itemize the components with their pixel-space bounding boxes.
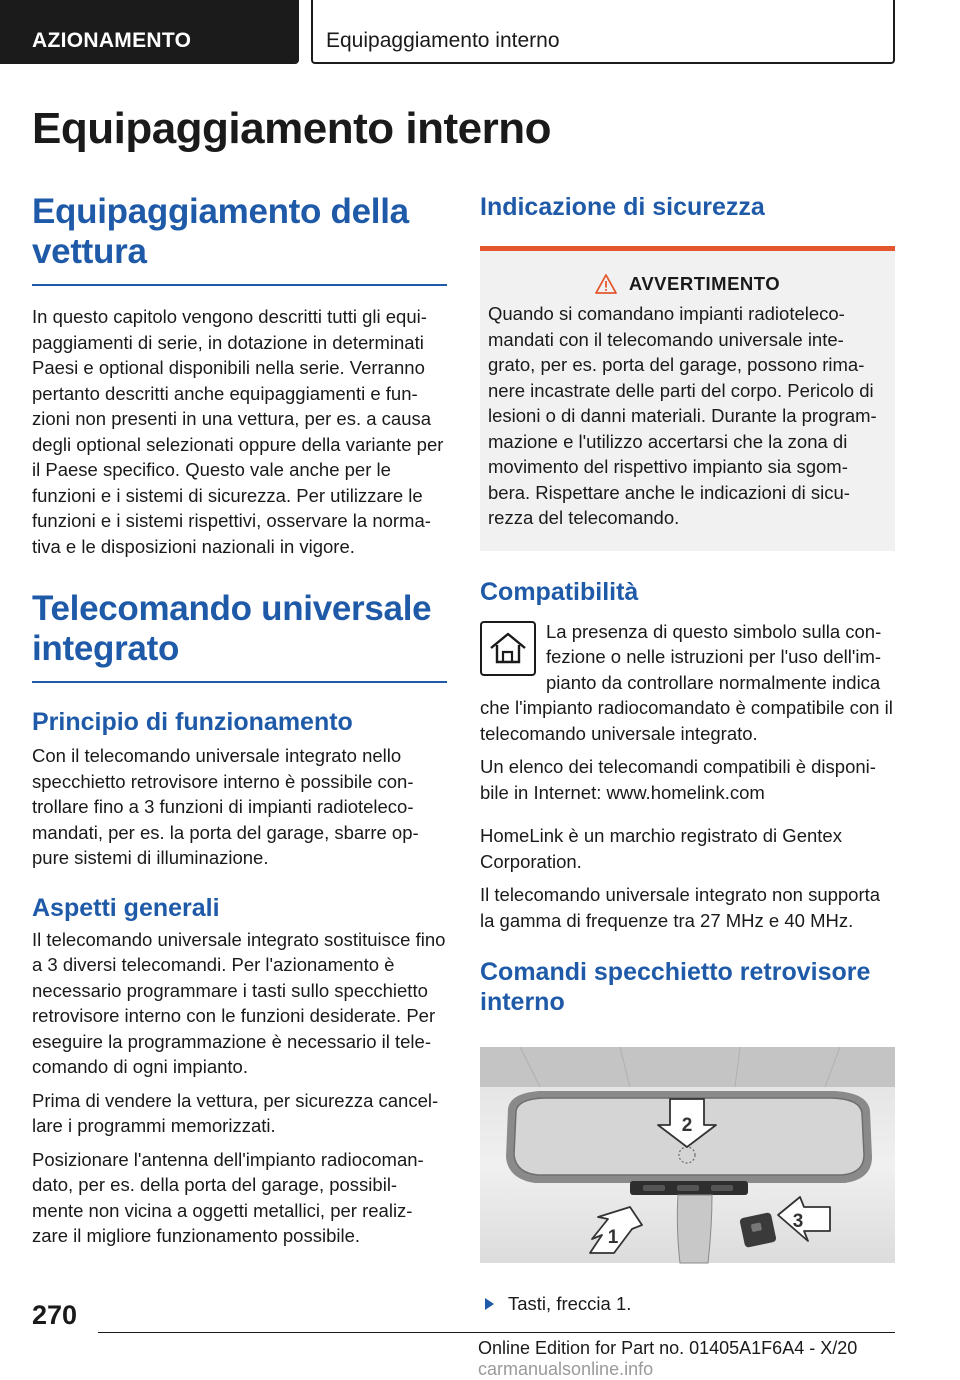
list-item [480, 1291, 895, 1317]
bullet-triangle-icon [485, 1298, 494, 1310]
paragraph-aspetti-1: Il telecomando universale integrato sostituisce fino a 3 diversi telecomandi. Per l'azionamento è necessario programmare i tasti sullo specchietto retrovisore interno con le funzioni desiderate. Per eseguire la programmazione è necessario il tele-comando di ogni impianto. [32, 928, 446, 1077]
paragraph-frequenze: Il telecomando universale integrato non supporta la gamma di frequenze tra 27 MHz e 40 MHz. [480, 884, 881, 931]
warning-text: Quando si comandano impianti radioteleco-mandati con il telecomando universale inte-grato, per es. porta del garage, possono rima-nere incastrate delle parti del corpo. Pericolo di lesioni o di danni materiali. Durante la program-mazione e l'utilizzo accertarsi che la zona di movimento del rispettivo impianto sia sgom-bera. Rispettare anche le indicazioni di sicu-rezza del telecomando. [488, 303, 877, 528]
warning-header [488, 273, 887, 295]
warning-box [480, 246, 895, 551]
heading-rule [32, 681, 447, 683]
paragraph-homelink: HomeLink è un marchio registrato di Gentex Corporation. [480, 825, 842, 872]
page-title: Equipaggiamento interno [32, 104, 551, 153]
header-topic-tab [311, 0, 895, 64]
heading-aspetti-generali: Aspetti generali [32, 893, 220, 922]
footer-edition [478, 1338, 960, 1380]
heading-telecomando-universale: Telecomando universale integrato [32, 589, 432, 668]
footer-rule [98, 1332, 895, 1333]
heading-principio-funzionamento: Principio di funzionamento [32, 708, 353, 736]
page-number: 270 [32, 1300, 78, 1330]
left-column [32, 192, 447, 1249]
heading-rule [32, 284, 447, 286]
warning-triangle-icon [595, 274, 617, 294]
header-section-tab [0, 0, 299, 64]
figure-label-2: 2 [681, 1115, 693, 1136]
mirror-figure [480, 1047, 895, 1263]
paragraph-aspetti-2: Prima di vendere la vettura, per sicurezza cancel-lare i programmi memorizzati. [32, 1089, 439, 1136]
paragraph-aspetti-3: Posizionare l'antenna dell'impianto radiocoman-dato, per es. della porta del garage, possibil-mente non vicina a oggetti metallici, per realiz-zare il migliore funzionamento possibile. [32, 1148, 424, 1246]
header-topic-label: Equipaggiamento interno [326, 29, 560, 52]
bullet-text: Tasti, freccia 1. [508, 1293, 632, 1314]
homelink-house-icon [480, 621, 536, 676]
figure-label-3: 3 [792, 1211, 804, 1232]
heading-comandi-specchietto: Comandi specchietto retrovisore interno [480, 958, 871, 1016]
figure-label-1: 1 [607, 1227, 619, 1248]
footer-edition-text: Online Edition for Part no. 01405A1F6A4 - X/20 [478, 1338, 858, 1358]
compat-block [480, 619, 895, 747]
footer-watermark: carmanualsonline.info [478, 1359, 654, 1379]
paragraph-vettura: In questo capitolo vengono descritti tutti gli equi-paggiamenti di serie, in dotazione in determinati Paesi e optional disponibili nella serie. Verranno pertanto descritti anche equipaggiamenti e fun-zioni non presenti in una vettura, per es. a causa degli optional selezionati oppure della variante per il Paese specifico. Questo vale anche per le funzioni e i sistemi di sicurezza. Per utilizzare le funzioni e i sistemi rispettivi, osservare la norma-tiva e le disposizioni nazionali in vigore. [32, 306, 444, 557]
warning-title: AVVERTIMENTO [628, 273, 781, 294]
mirror-illustration [480, 1047, 895, 1263]
heading-equipaggiamento-vettura: Equipaggiamento della vettura [32, 192, 409, 271]
paragraph-compatibilita: La presenza di questo simbolo sulla con-fezione o nelle istruzioni per l'uso dell'im-pianto da controllare normalmente indica che l'impianto radiocomandato è compatibile con il telecomando universale integrato. [480, 620, 893, 744]
heading-indicazione-sicurezza: Indicazione di sicurezza [480, 193, 765, 221]
right-column [480, 192, 895, 1317]
warning-body [480, 251, 895, 551]
paragraph-principio: Con il telecomando universale integrato nello specchietto retrovisore interno è possibile con-trollare fino a 3 funzioni di impianti radioteleco-mandati, per es. la porta del garage, sbarre op-pure sistemi di illuminazione. [32, 745, 419, 868]
heading-compatibilita: Compatibilità [480, 577, 639, 606]
header-section-label: AZIONAMENTO [32, 29, 192, 52]
paragraph-elenco: Un elenco dei telecomandi compatibili è disponi-bile in Internet: www.homelink.com [480, 756, 876, 803]
